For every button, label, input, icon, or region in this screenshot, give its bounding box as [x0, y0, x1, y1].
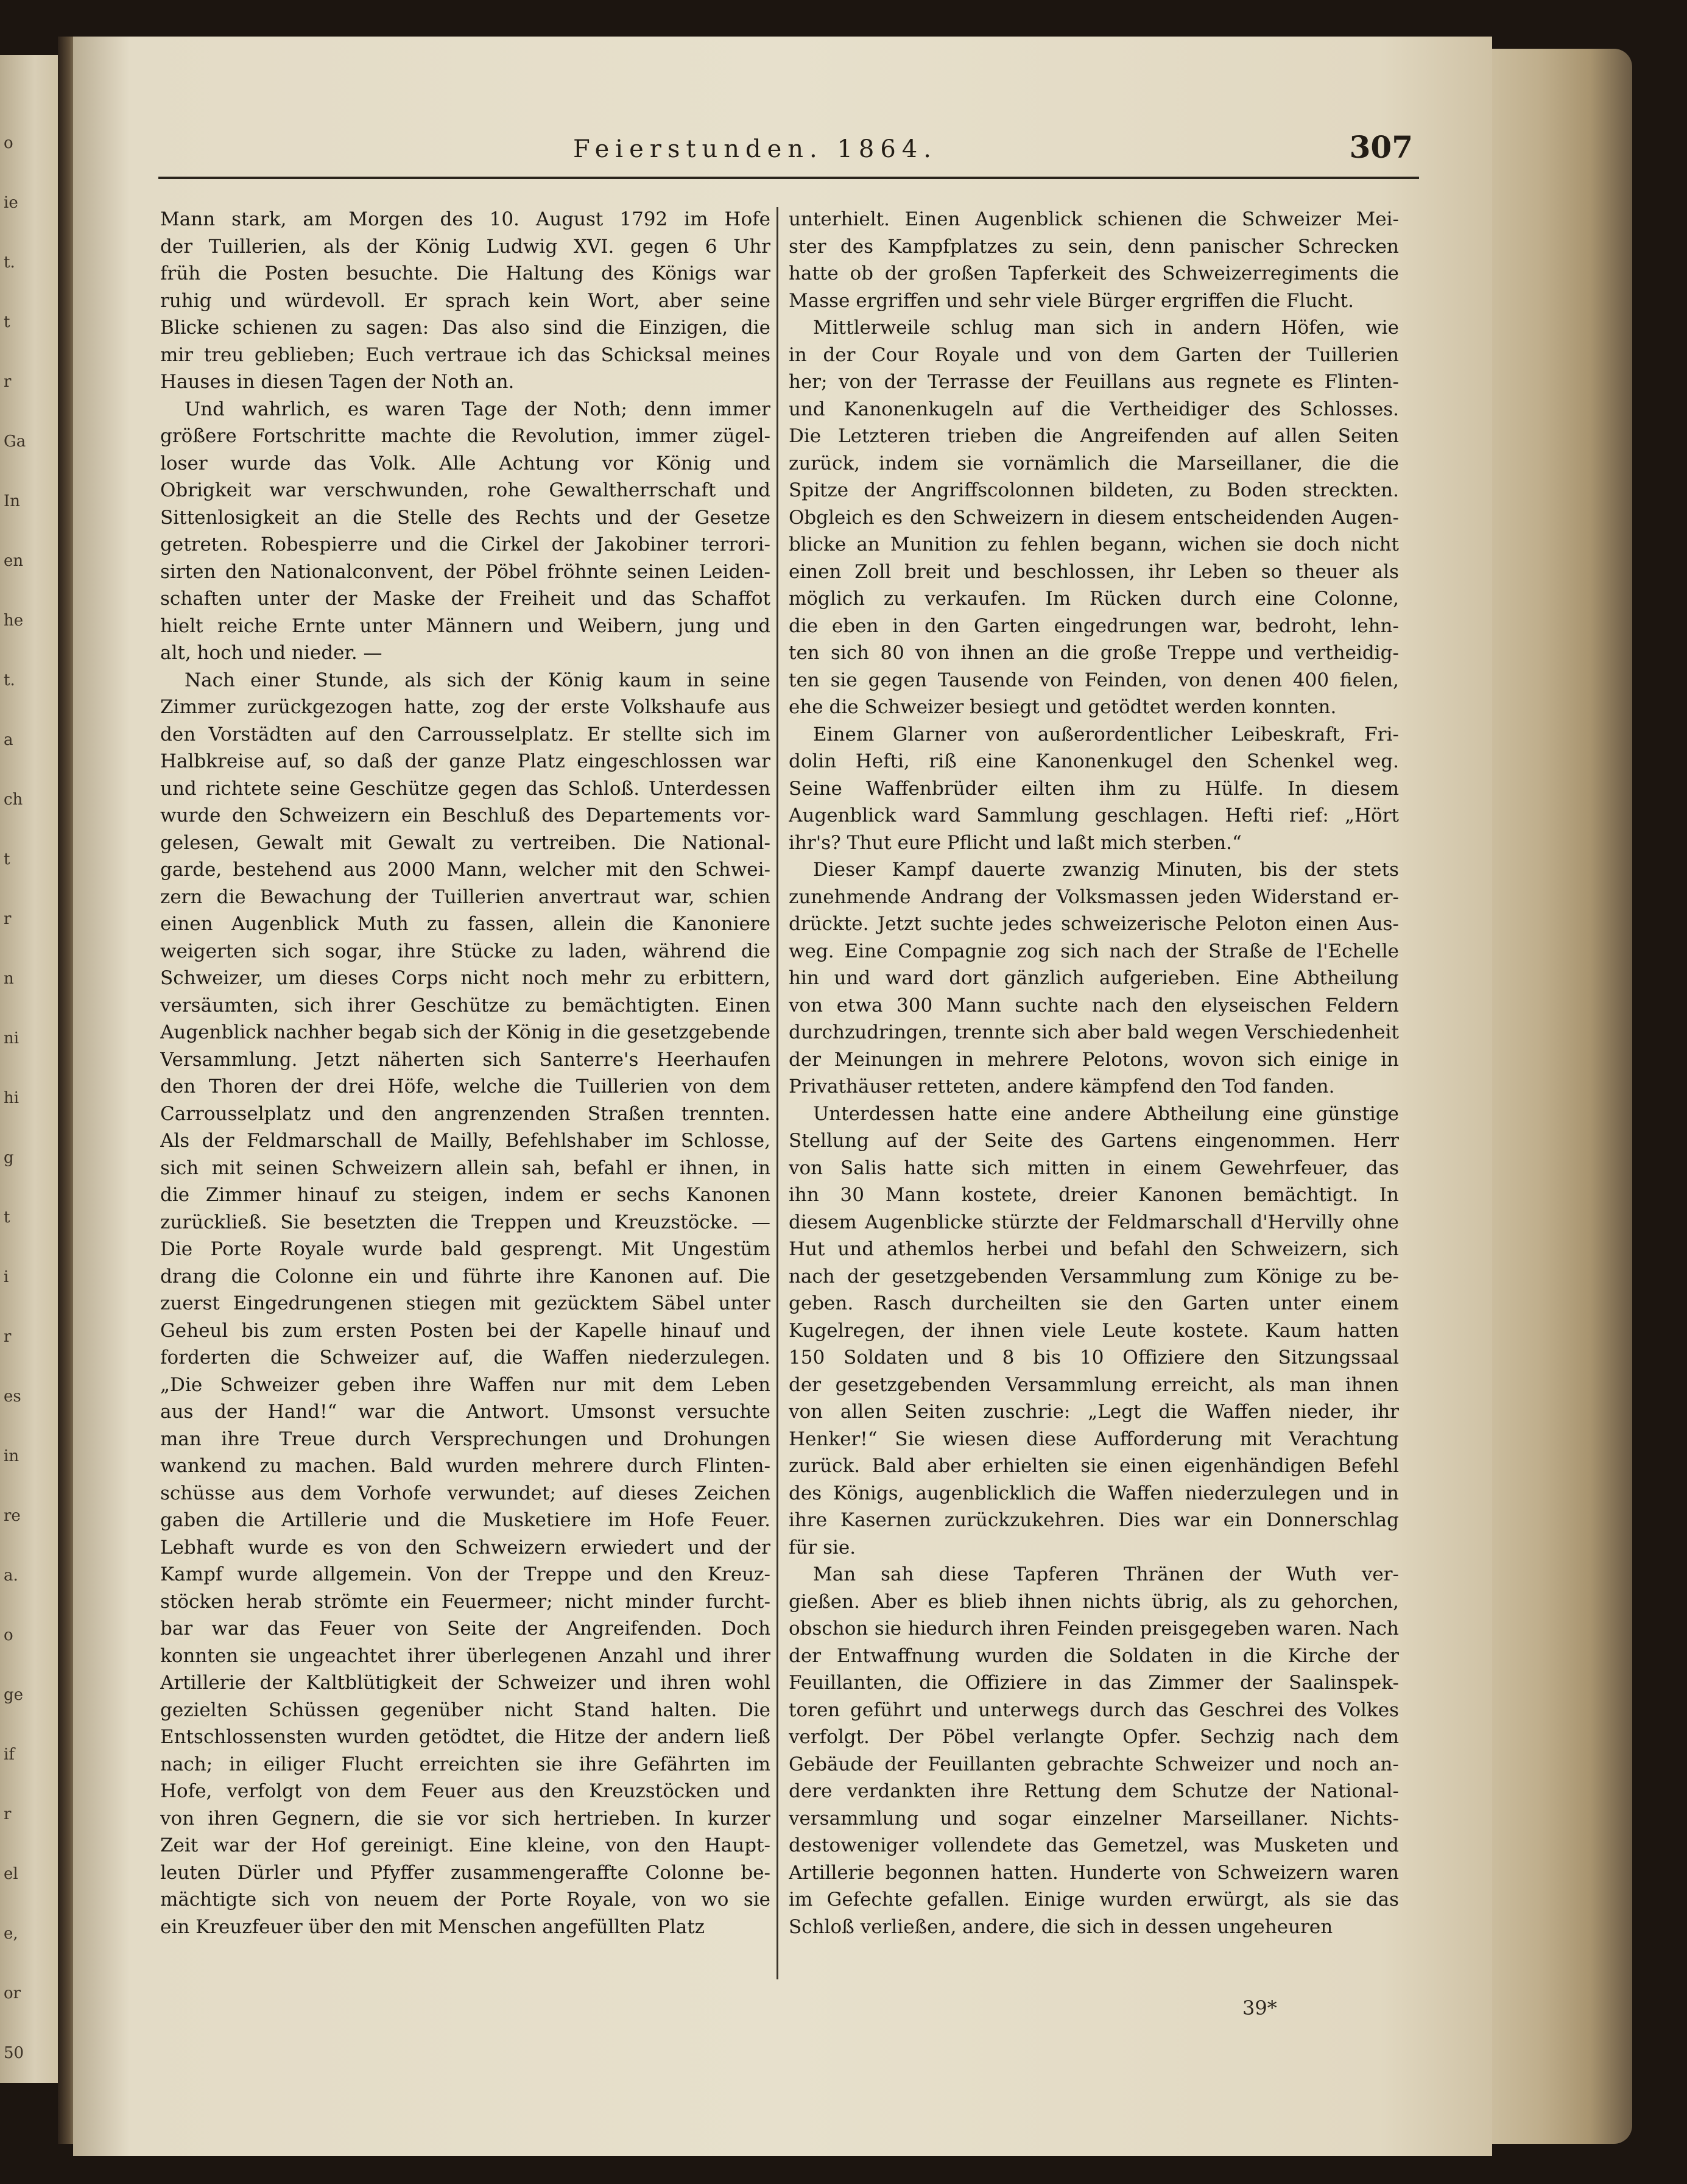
text-line: Einem Glarner von außerordentlicher Leibeskraft, Fri-: [813, 723, 1399, 745]
text-line: Sittenlosigkeit an die Stelle des Rechts und der Gesetze: [160, 506, 770, 529]
text-line: Kugelregen, der ihnen viele Leute kostete. Kaum hatten: [789, 1319, 1399, 1342]
text-line: nach; in eiliger Flucht erreichten sie ihre Gefährten im: [160, 1753, 770, 1775]
text-line: mächtigte sich von neuem der Porte Royale, von wo sie: [160, 1889, 770, 1911]
text-line: und Kanonenkugeln auf die Vertheidiger des Schlosses.: [789, 398, 1399, 420]
text-line: möglich zu verkaufen. Im Rücken durch eine Colonne,: [789, 588, 1399, 610]
text-line: gezielten Schüssen gegenüber nicht Stand halten. Die: [160, 1699, 770, 1721]
text-line: versäumten, sich ihrer Geschütze zu bemächtigten. Einen: [160, 994, 770, 1016]
margin-fragment: el: [4, 1865, 18, 1883]
text-line: stöcken herab strömte ein Feuermeer; nicht minder furcht-: [160, 1590, 770, 1613]
margin-fragment: he: [4, 611, 24, 630]
margin-fragment: in: [4, 1447, 19, 1465]
margin-fragment: en: [4, 552, 24, 570]
margin-fragment: t: [4, 313, 10, 331]
text-line: einen Zoll breit und beschlossen, ihr Leben so theuer als: [789, 560, 1399, 583]
text-line: schüsse aus dem Vorhofe verwundet; auf dieses Zeichen: [160, 1482, 770, 1504]
paragraph: [789, 314, 1399, 721]
text-line: weigerten sich sogar, ihre Stücke zu laden, während die: [160, 940, 770, 962]
text-line: Als der Feldmarschall de Mailly, Befehlshaber im Schlosse,: [160, 1130, 770, 1152]
text-line: man ihre Treue durch Versprechungen und Drohungen: [160, 1428, 770, 1450]
text-line: Artillerie der Kaltblütigkeit der Schweizer und ihren wohl: [160, 1672, 770, 1694]
text-line: den Vorstädten auf den Carrousselplatz. Er stellte sich im: [160, 723, 770, 745]
text-line: wurde den Schweizern ein Beschluß des Departements vor-: [160, 805, 770, 826]
text-line: Feuillanten, die Offiziere in das Zimmer der Saalinspek-: [789, 1672, 1399, 1694]
text-line: größere Fortschritte machte die Revolution, immer zügel-: [160, 425, 770, 447]
text-line: Hofe, verfolgt von dem Feuer aus den Kreuzstöcken und: [160, 1780, 770, 1802]
text-line: zurück, indem sie vornämlich die Marseillaner, die die: [789, 452, 1399, 474]
margin-fragment: e,: [4, 1925, 18, 1943]
text-line: einen Augenblick Muth zu fassen, allein die Kanoniere: [160, 913, 770, 935]
text-line: zurück. Bald aber erhielten sie einen eigenhändigen Befehl: [789, 1455, 1399, 1477]
margin-fragment: t.: [4, 253, 15, 272]
text-line: aus der Hand!“ war die Antwort. Umsonst versuchte: [160, 1401, 770, 1423]
text-line: Hut und athemlos herbei und befahl den Schweizern, sich: [789, 1238, 1399, 1260]
text-line: gaben die Artillerie und die Musketiere im Hofe Feuer.: [160, 1509, 770, 1531]
text-line: Carrousselplatz und den angrenzenden Straßen trennten.: [160, 1102, 770, 1125]
text-line: ten sich 80 von ihnen an die große Treppe und vertheidig-: [789, 642, 1399, 664]
text-line: zern die Bewachung der Tuillerien anvertraut war, schien: [160, 886, 770, 908]
text-line: Zimmer zurückgezogen hatte, zog der erste Volkshaufe aus: [160, 696, 770, 718]
text-line: Mittlerweile schlug man sich in andern Höfen, wie: [813, 317, 1399, 339]
header-rule: [158, 177, 1419, 179]
margin-fragment: ie: [4, 194, 18, 212]
text-line: blicke an Munition zu fehlen begann, wichen sie doch nicht: [789, 534, 1399, 555]
text-line: Seine Waffenbrüder eilten ihm zu Hülfe. In diesem: [789, 777, 1399, 800]
margin-fragment: r: [4, 1805, 12, 1823]
text-line: im Gefechte gefallen. Einige wurden erwürgt, als sie das: [789, 1889, 1399, 1911]
margin-fragment: t.: [4, 671, 15, 689]
margin-fragment: ch: [4, 791, 23, 809]
margin-fragment: t: [4, 1208, 10, 1227]
text-line: dere verdankten ihre Rettung dem Schutze der National-: [789, 1780, 1399, 1802]
text-line: obschon sie hiedurch ihren Feinden preisgegeben waren. Nach: [789, 1618, 1399, 1640]
text-line: der Entwaffnung wurden die Soldaten in die Kirche der: [789, 1644, 1399, 1667]
text-line: versammlung und sogar einzelner Marseillaner. Nichts-: [789, 1807, 1399, 1830]
paragraph: [160, 396, 770, 667]
text-line: schaften unter der Maske der Freiheit und das Schaffot: [160, 588, 770, 610]
margin-fragment: r: [4, 1328, 12, 1346]
text-line: Masse ergriffen und sehr viele Bürger ergriffen die Flucht.: [789, 289, 1354, 312]
text-line: Unterdessen hatte eine andere Abtheilung eine günstige: [813, 1102, 1399, 1125]
text-line: gelesen, Gewalt mit Gewalt zu vertreiben. Die National-: [160, 831, 770, 854]
paragraph: [789, 856, 1399, 1101]
page-fore-edge: [1492, 49, 1632, 2144]
margin-fragment: re: [4, 1507, 21, 1525]
margin-fragment: hi: [4, 1089, 19, 1107]
text-line: gießen. Aber es blieb ihnen nichts übrig, als zu gehorchen,: [789, 1590, 1399, 1613]
text-line: und richtete seine Geschütze gegen das Schloß. Unterdessen: [160, 777, 770, 800]
text-line: drang die Colonne ein und führte ihre Kanonen auf. Die: [160, 1265, 770, 1288]
margin-fragment: In: [4, 492, 21, 510]
text-line: Und wahrlich, es waren Tage der Noth; denn immer: [185, 398, 770, 420]
margin-fragment: r: [4, 373, 12, 391]
text-line: die eben in den Garten eingedrungen war, bedroht, lehn-: [789, 615, 1399, 637]
text-line: Entschlossensten wurden getödtet, die Hitze der andern ließ: [160, 1726, 770, 1748]
text-line: wankend zu machen. Bald wurden mehrere durch Flinten-: [160, 1455, 770, 1477]
text-line: ein Kreuzfeuer über den mit Menschen angefüllten Platz: [160, 1915, 705, 1938]
text-line: Hauses in diesen Tagen der Noth an.: [160, 371, 515, 393]
text-line: bar war das Feuer von Seite der Angreifenden. Doch: [160, 1618, 770, 1640]
margin-fragment: a.: [4, 1566, 18, 1585]
text-line: alt, hoch und nieder. —: [160, 642, 382, 664]
text-line: ten sie gegen Tausende von Feinden, von denen 400 fielen,: [789, 669, 1399, 691]
text-line: Mann stark, am Morgen des 10. August 1792 im Hofe: [160, 208, 770, 230]
text-line: loser wurde das Volk. Alle Achtung vor König und: [160, 452, 770, 474]
text-line: Lebhaft wurde es von den Schweizern erwiedert und der: [160, 1536, 770, 1559]
text-line: destoweniger vollendete das Gemetzel, was Musketen und: [789, 1834, 1399, 1856]
text-line: mir treu geblieben; Euch vertraue ich das Schicksal meines: [160, 343, 770, 366]
text-line: leuten Dürler und Pfyffer zusammengeraffte Colonne be-: [160, 1861, 770, 1884]
text-line: 150 Soldaten und 8 bis 10 Offiziere den Sitzungssaal: [789, 1347, 1399, 1369]
text-line: ruhig und würdevoll. Er sprach kein Wort, aber seine: [160, 289, 770, 312]
text-line: toren geführt und unterwegs durch das Geschrei des Volkes: [789, 1699, 1399, 1721]
margin-fragment: ni: [4, 1029, 19, 1048]
text-line: forderten die Schweizer auf, die Waffen niederzulegen.: [160, 1347, 770, 1369]
text-line: Artillerie begonnen hatten. Hunderte von Schweizern waren: [789, 1861, 1399, 1884]
text-line: Versammlung. Jetzt näherten sich Santerre's Heerhaufen: [160, 1048, 770, 1071]
text-line: Geheul bis zum ersten Posten bei der Kapelle hinauf und: [160, 1319, 770, 1342]
text-line: zunehmende Andrang der Volksmassen jeden Widerstand er-: [789, 886, 1399, 908]
text-line: verfolgt. Der Pöbel verlangte Opfer. Sechzig nach dem: [789, 1726, 1399, 1748]
text-line: für sie.: [789, 1536, 856, 1559]
text-line: sirten den Nationalconvent, der Pöbel fröhnte seinen Leiden-: [160, 560, 770, 583]
text-column-right: [789, 206, 1399, 1940]
text-line: Die Porte Royale wurde bald gesprengt. Mit Ungestüm: [160, 1238, 770, 1260]
paragraph: [789, 1101, 1399, 1562]
text-line: Blicke schienen zu sagen: Das also sind die Einzigen, die: [160, 317, 770, 339]
text-line: ehe die Schweizer besiegt und getödtet werden konnten.: [789, 696, 1337, 718]
paragraph: [789, 1561, 1399, 1940]
text-line: zuerst Eingedrungenen stiegen mit gezücktem Säbel unter: [160, 1292, 770, 1314]
paragraph: [789, 721, 1399, 857]
margin-fragment: a: [4, 731, 13, 749]
margin-fragment: t: [4, 850, 10, 868]
page-number: 307: [1349, 129, 1413, 165]
text-line: Die Letzteren trieben die Angreifenden auf allen Seiten: [789, 425, 1399, 447]
text-line: hin und ward dort gänzlich aufgerieben. Eine Abtheilung: [789, 967, 1399, 989]
text-line: garde, bestehend aus 2000 Mann, welcher mit den Schwei-: [160, 859, 770, 881]
text-line: hielt reiche Ernte unter Männern und Weibern, jung und: [160, 615, 770, 637]
text-line: ihre Kasernen zurückzukehren. Dies war ein Donnerschlag: [789, 1509, 1399, 1531]
text-line: ihn 30 Mann kostete, dreier Kanonen bemächtigt. In: [789, 1184, 1399, 1206]
column-divider: [777, 207, 778, 1979]
running-header: Feierstunden. 1864.: [573, 135, 937, 163]
paragraph: [160, 206, 770, 396]
text-line: des Königs, augenblicklich die Waffen niederzulegen und in: [789, 1482, 1399, 1504]
text-line: Schloß verließen, andere, die sich in dessen ungeheuren: [789, 1915, 1333, 1938]
margin-fragment: ge: [4, 1686, 24, 1704]
margin-fragment: if: [4, 1745, 15, 1764]
text-line: getreten. Robespierre und die Cirkel der Jakobiner terrori-: [160, 534, 770, 555]
text-line: Zeit war der Hof gereinigt. Eine kleine, von den Haupt-: [160, 1834, 770, 1856]
text-line: von allen Seiten zuschrie: „Legt die Waffen nieder, ihr: [789, 1401, 1399, 1423]
text-line: die Zimmer hinauf zu steigen, indem er sechs Kanonen: [160, 1184, 770, 1206]
text-line: dolin Hefti, riß eine Kanonenkugel den Schenkel weg.: [789, 750, 1399, 772]
text-line: Henker!“ Sie wiesen diese Aufforderung mit Verachtung: [789, 1428, 1399, 1450]
margin-fragment: o: [4, 1626, 13, 1644]
text-line: hatte ob der großen Tapferkeit des Schweizerregiments die: [789, 262, 1399, 284]
text-line: von etwa 300 Mann suchte nach den elyseischen Feldern: [789, 994, 1399, 1016]
text-line: nach der gesetzgebenden Versammlung zum Könige zu be-: [789, 1265, 1399, 1288]
margin-fragment: r: [4, 910, 12, 928]
text-line: „Die Schweizer geben ihre Waffen nur mit dem Leben: [160, 1373, 770, 1396]
text-line: Augenblick nachher begab sich der König in die gesetzgebende: [160, 1021, 770, 1043]
margin-fragment: 50: [4, 2044, 24, 2062]
text-line: von ihren Gegnern, die sie vor sich hertrieben. In kurzer: [160, 1807, 770, 1830]
text-line: Schweizer, um dieses Corps nicht noch mehr zu erbittern,: [160, 967, 770, 989]
previous-page-edge: [0, 55, 60, 2083]
margin-fragment: g: [4, 1149, 14, 1167]
text-line: den Thoren der drei Höfe, welche die Tuillerien von dem: [160, 1076, 770, 1097]
margin-fragment: i: [4, 1268, 9, 1286]
text-line: Augenblick ward Sammlung geschlagen. Hefti rief: „Hört: [789, 805, 1399, 826]
text-line: her; von der Terrasse der Feuillans aus regnete es Flinten-: [789, 371, 1399, 393]
text-line: Kampf wurde allgemein. Von der Treppe und den Kreuz-: [160, 1563, 770, 1585]
text-line: Spitze der Angriffscolonnen bildeten, zu Boden streckten.: [789, 479, 1399, 501]
margin-fragment: o: [4, 134, 13, 152]
text-line: Halbkreise auf, so daß der ganze Platz eingeschlossen war: [160, 750, 770, 772]
text-line: durchzudringen, trennte sich aber bald wegen Verschiedenheit: [789, 1021, 1399, 1043]
text-line: Obrigkeit war verschwunden, rohe Gewaltherrschaft und: [160, 479, 770, 501]
margin-fragment: Ga: [4, 432, 26, 451]
text-line: in der Cour Royale und von dem Garten der Tuillerien: [789, 343, 1399, 366]
text-line: Man sah diese Tapferen Thränen der Wuth ver-: [813, 1563, 1399, 1585]
text-line: konnten sie ungeachtet ihrer überlegenen Anzahl und ihrer: [160, 1644, 770, 1667]
text-line: Obgleich es den Schweizern in diesem entscheidenden Augen-: [789, 506, 1399, 529]
margin-fragment: es: [4, 1387, 21, 1406]
text-line: diesem Augenblicke stürzte der Feldmarschall d'Hervilly ohne: [789, 1211, 1399, 1233]
text-line: Dieser Kampf dauerte zwanzig Minuten, bis der stets: [813, 859, 1399, 881]
text-line: ster des Kampfplatzes zu sein, denn panischer Schrecken: [789, 235, 1399, 258]
text-line: unterhielt. Einen Augenblick schienen die Schweizer Mei-: [789, 208, 1399, 230]
text-line: zurückließ. Sie besetzten die Treppen und Kreuzstöcke. —: [160, 1211, 770, 1233]
text-line: von Salis hatte sich mitten in einem Gewehrfeuer, das: [789, 1157, 1399, 1179]
text-line: geben. Rasch durcheilten sie den Garten unter einem: [789, 1292, 1399, 1314]
text-line: drückte. Jetzt suchte jedes schweizerische Peloton einen Aus-: [789, 913, 1399, 935]
text-line: der gesetzgebenden Versammlung erreicht, als man ihnen: [789, 1373, 1399, 1396]
text-line: sich mit seinen Schweizern allein sah, befahl er ihnen, in: [160, 1157, 770, 1179]
text-line: Gebäude der Feuillanten gebrachte Schweizer und noch an-: [789, 1753, 1399, 1775]
text-line: weg. Eine Compagnie zog sich nach der Straße de l'Echelle: [789, 940, 1399, 962]
text-line: Nach einer Stunde, als sich der König kaum in seine: [185, 669, 770, 691]
text-line: Stellung auf der Seite des Gartens eingenommen. Herr: [789, 1130, 1399, 1152]
text-line: früh die Posten besuchte. Die Haltung des Königs war: [160, 262, 770, 284]
paragraph: [160, 667, 770, 1941]
text-line: ihr's? Thut eure Pflicht und laßt mich sterben.“: [789, 831, 1242, 854]
text-column-left: [160, 206, 770, 1940]
text-line: der Meinungen in mehrere Pelotons, wovon sich einige in: [789, 1048, 1399, 1071]
text-line: der Tuillerien, als der König Ludwig XVI. gegen 6 Uhr: [160, 235, 770, 258]
signature-mark: 39*: [1242, 1996, 1277, 2020]
text-line: Privathäuser retteten, andere kämpfend den Tod fanden.: [789, 1076, 1335, 1097]
margin-fragment: or: [4, 1984, 21, 2003]
paragraph: [789, 206, 1399, 314]
margin-fragment: n: [4, 970, 14, 988]
